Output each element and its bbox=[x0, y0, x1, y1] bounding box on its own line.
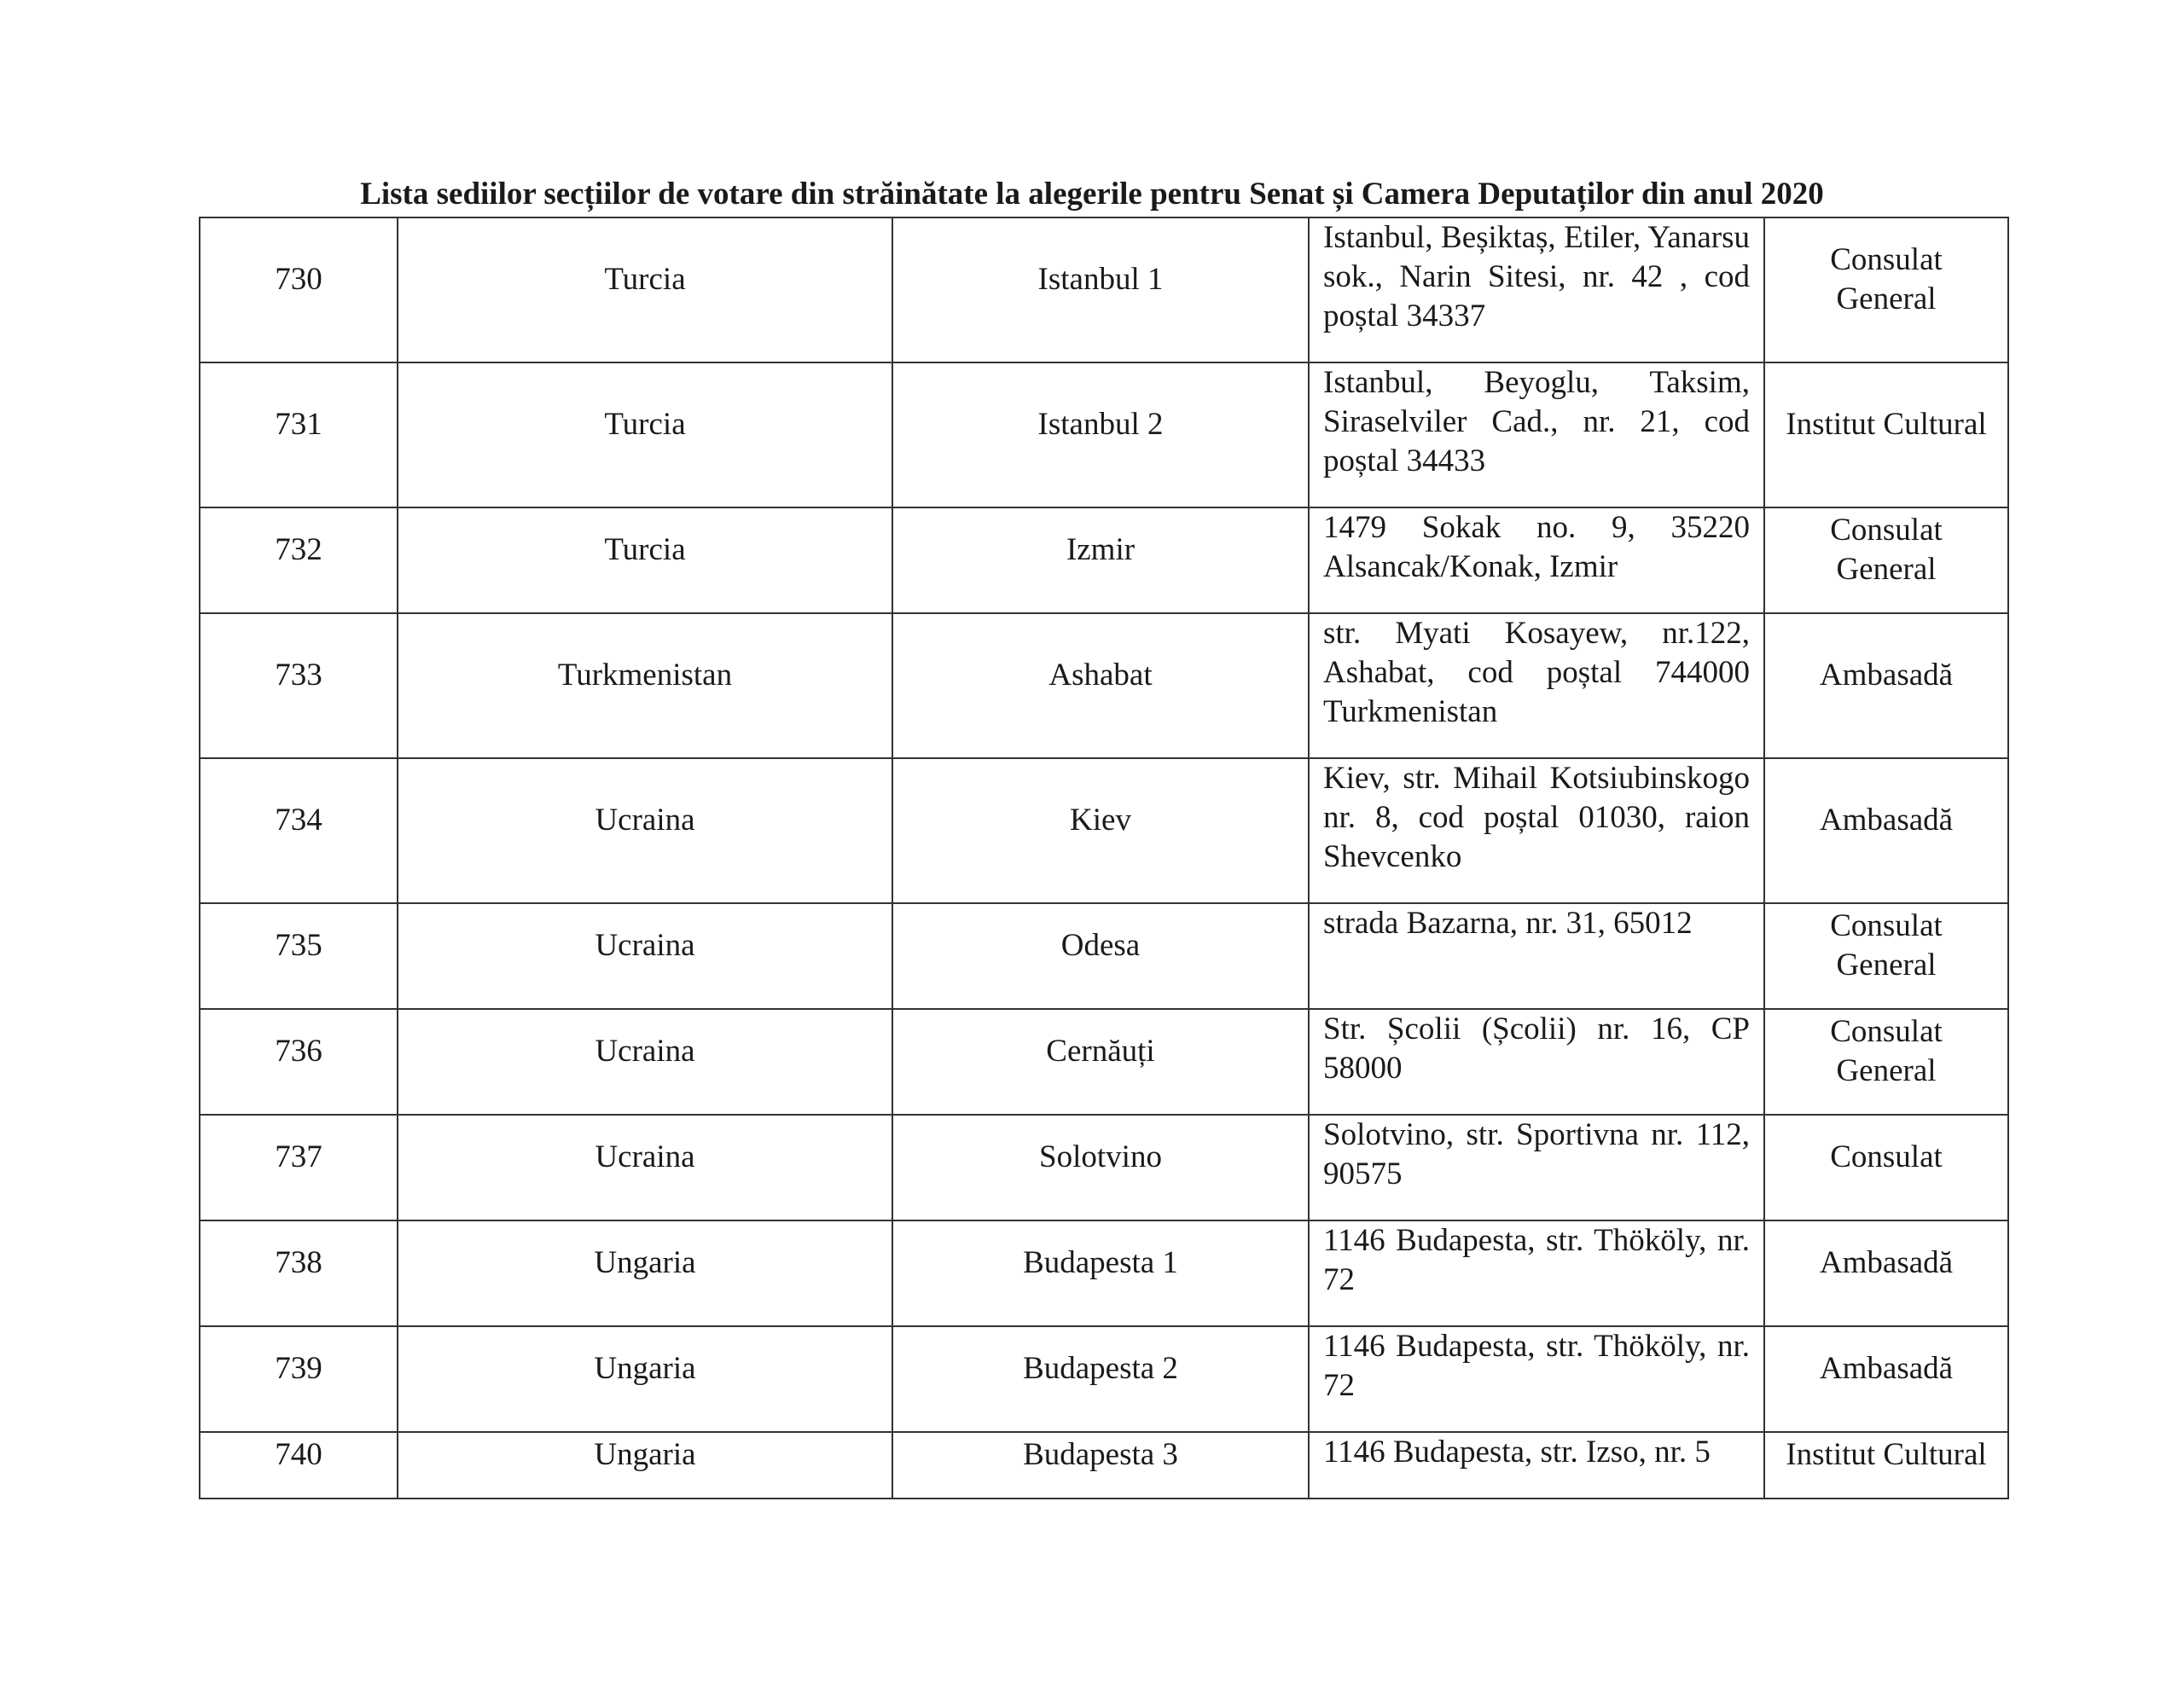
table-row bbox=[200, 217, 2008, 362]
section-name-cell: Izmir bbox=[892, 507, 1309, 613]
table-row bbox=[200, 1009, 2008, 1115]
country-cell: Ucraina bbox=[398, 1115, 892, 1220]
station-number-cell: 732 bbox=[200, 507, 398, 613]
address-cell: Kiev, str. Mihail Kotsiubinskogo nr. 8, cod poștal 01030, raion Shevcenko bbox=[1309, 758, 1764, 903]
section-name-cell: Budapesta 3 bbox=[892, 1432, 1309, 1499]
mission-type-cell: Institut Cultural bbox=[1764, 362, 2008, 507]
table-row bbox=[200, 1220, 2008, 1326]
country-cell: Turcia bbox=[398, 362, 892, 507]
station-number-cell: 731 bbox=[200, 362, 398, 507]
country-cell: Turkmenistan bbox=[398, 613, 892, 758]
mission-type-cell: Ambasadă bbox=[1764, 758, 2008, 903]
section-name-cell: Istanbul 1 bbox=[892, 217, 1309, 362]
mission-type-cell: Consulat General bbox=[1764, 1009, 2008, 1115]
mission-type-cell: Ambasadă bbox=[1764, 613, 2008, 758]
country-cell: Ungaria bbox=[398, 1326, 892, 1432]
section-name-cell: Budapesta 1 bbox=[892, 1220, 1309, 1326]
page-title: Lista sediilor secțiilor de votare din străinătate la alegerile pentru Senat și Camera Deputaților din anul 2020 bbox=[360, 177, 1824, 212]
section-name-cell: Ashabat bbox=[892, 613, 1309, 758]
section-name-cell: Cernăuți bbox=[892, 1009, 1309, 1115]
mission-type-cell: Institut Cultural bbox=[1764, 1432, 2008, 1499]
address-cell: Istanbul, Beșiktaș, Etiler, Yanarsu sok., Narin Sitesi, nr. 42 , cod poștal 34337 bbox=[1309, 217, 1764, 362]
station-number-cell: 736 bbox=[200, 1009, 398, 1115]
mission-type-cell: Consulat General bbox=[1764, 903, 2008, 1009]
address-cell: 1479 Sokak no. 9, 35220 Alsancak/Konak, Izmir bbox=[1309, 507, 1764, 613]
section-name-cell: Odesa bbox=[892, 903, 1309, 1009]
country-cell: Turcia bbox=[398, 217, 892, 362]
country-cell: Turcia bbox=[398, 507, 892, 613]
address-cell: Str. Școlii (Școlii) nr. 16, CP 58000 bbox=[1309, 1009, 1764, 1115]
section-name-cell: Budapesta 2 bbox=[892, 1326, 1309, 1432]
address-cell: Istanbul, Beyoglu, Taksim, Siraselviler Cad., nr. 21, cod poștal 34433 bbox=[1309, 362, 1764, 507]
table-row bbox=[200, 1432, 2008, 1499]
station-number-cell: 735 bbox=[200, 903, 398, 1009]
section-name-cell: Istanbul 2 bbox=[892, 362, 1309, 507]
table-row bbox=[200, 1115, 2008, 1220]
country-cell: Ucraina bbox=[398, 758, 892, 903]
station-number-cell: 734 bbox=[200, 758, 398, 903]
mission-type-cell: Consulat General bbox=[1764, 217, 2008, 362]
country-cell: Ucraina bbox=[398, 1009, 892, 1115]
station-number-cell: 740 bbox=[200, 1432, 398, 1499]
mission-type-cell: Consulat General bbox=[1764, 507, 2008, 613]
table-row bbox=[200, 758, 2008, 903]
country-cell: Ungaria bbox=[398, 1432, 892, 1499]
station-number-cell: 739 bbox=[200, 1326, 398, 1432]
address-cell: 1146 Budapesta, str. Thököly, nr. 72 bbox=[1309, 1326, 1764, 1432]
polling-stations-table bbox=[199, 217, 2009, 1499]
table-row bbox=[200, 613, 2008, 758]
table-row bbox=[200, 1326, 2008, 1432]
station-number-cell: 730 bbox=[200, 217, 398, 362]
mission-type-cell: Consulat bbox=[1764, 1115, 2008, 1220]
mission-type-cell: Ambasadă bbox=[1764, 1220, 2008, 1326]
address-cell: str. Myati Kosayew, nr.122, Ashabat, cod poștal 744000 Turkmenistan bbox=[1309, 613, 1764, 758]
section-name-cell: Solotvino bbox=[892, 1115, 1309, 1220]
table-row bbox=[200, 903, 2008, 1009]
station-number-cell: 733 bbox=[200, 613, 398, 758]
address-cell: 1146 Budapesta, str. Izso, nr. 5 bbox=[1309, 1432, 1764, 1499]
address-cell: Solotvino, str. Sportivna nr. 112, 90575 bbox=[1309, 1115, 1764, 1220]
table-row bbox=[200, 362, 2008, 507]
station-number-cell: 738 bbox=[200, 1220, 398, 1326]
address-cell: strada Bazarna, nr. 31, 65012 bbox=[1309, 903, 1764, 1009]
address-cell: 1146 Budapesta, str. Thököly, nr. 72 bbox=[1309, 1220, 1764, 1326]
section-name-cell: Kiev bbox=[892, 758, 1309, 903]
country-cell: Ungaria bbox=[398, 1220, 892, 1326]
country-cell: Ucraina bbox=[398, 903, 892, 1009]
table-row bbox=[200, 507, 2008, 613]
station-number-cell: 737 bbox=[200, 1115, 398, 1220]
mission-type-cell: Ambasadă bbox=[1764, 1326, 2008, 1432]
